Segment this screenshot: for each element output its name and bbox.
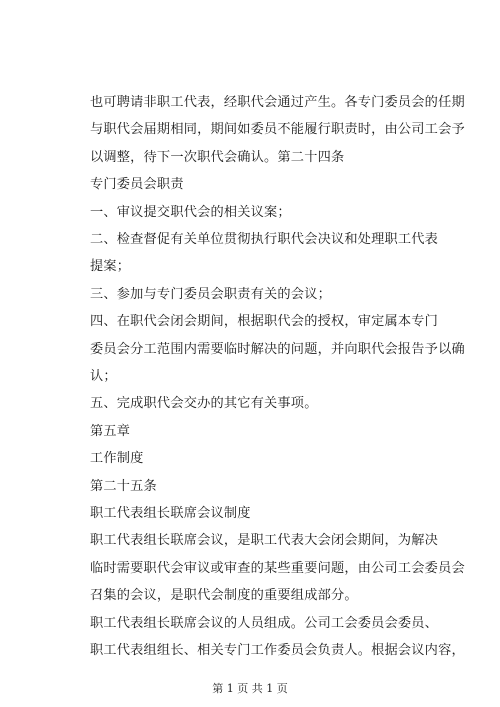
duty-item-4-cont: 委员会分工范围内需要临时解决的问题，并向职代会报告予以确: [90, 342, 465, 357]
body-line-2: 与职代会届期相同，期间如委员不能履行职责时，由公司工会予: [90, 122, 465, 137]
duty-item-4: 四、在职代会闭会期间，根据职代会的授权，审定属本专门: [90, 314, 439, 329]
body-line-1: 也可聘请非职工代表，经职代会通过产生。各专门委员会的任期: [90, 95, 465, 110]
page-footer: 第 1 页 共 1 页: [212, 682, 288, 695]
article-title: 职工代表组长联席会议制度: [90, 506, 251, 521]
paragraph-line-5: 职工代表组组长、相关专门工作委员会负责人。根据会议内容，: [90, 643, 465, 658]
paragraph-line-3: 召集的会议，是职代会制度的重要组成部分。: [90, 588, 358, 603]
duty-item-5: 五、完成职代会交办的其它有关事项。: [90, 396, 318, 411]
duty-item-4-cont2: 认；: [90, 369, 117, 384]
paragraph-line-4: 职工代表组长联席会议的人员组成。公司工会委员会委员、: [90, 616, 439, 631]
body-line-3: 以调整，待下一次职代会确认。第二十四条: [90, 150, 345, 165]
paragraph-line-2: 临时需要职代会审议或审查的某些重要问题，由公司工会委员会: [90, 561, 465, 576]
paragraph-line-1: 职工代表组长联席会议，是职工代表大会闭会期间，为解决: [90, 533, 439, 548]
section-heading: 专门委员会职责: [90, 177, 184, 192]
duty-item-3: 三、参加与专门委员会职责有关的会议；: [90, 287, 331, 302]
chapter-title: 工作制度: [90, 451, 144, 466]
duty-item-2-cont: 提案；: [90, 259, 131, 274]
duty-item-2: 二、检查督促有关单位贯彻执行职代会决议和处理职工代表: [90, 232, 439, 247]
article-heading: 第二十五条: [90, 479, 157, 494]
duty-item-1: 一、审议提交职代会的相关议案；: [90, 205, 291, 220]
chapter-heading: 第五章: [90, 424, 131, 439]
